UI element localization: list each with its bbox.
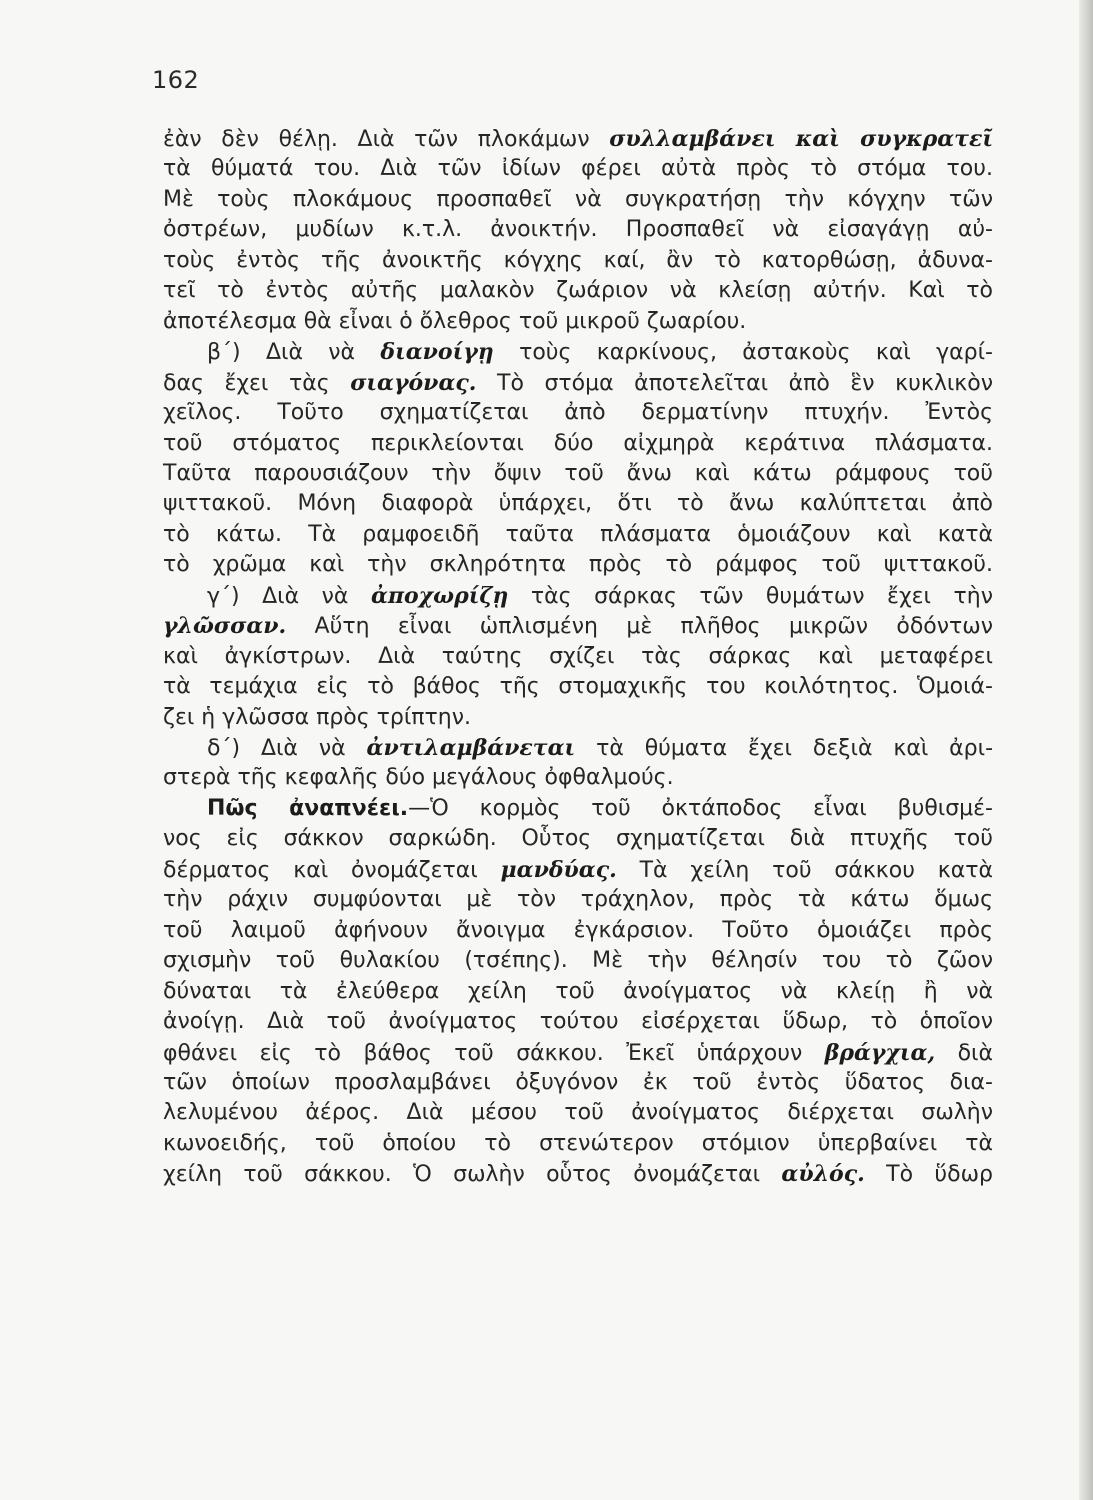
text-run: τὸ κάτω. Τὰ ραμφοειδῆ ταῦτα πλάσματα ὁμοιάζουν καὶ κατὰ xyxy=(163,521,993,547)
text-line xyxy=(207,335,993,369)
text-run: ζει ἡ γλῶσσα πρὸς τρίπτην. xyxy=(163,704,472,730)
text-line xyxy=(207,792,993,826)
text-run: Αὕτη εἶναι ὡπλισμένη μὲ πλῆθος μικρῶν ὀδόντων xyxy=(286,614,993,640)
text-run: Ταῦτα παρουσιάζουν τὴν ὄψιν τοῦ ἄνω καὶ κάτω ράμφους τοῦ xyxy=(163,460,993,486)
text-run: χεῖλος. Τοῦτο σχηματίζεται ἀπὸ δερματίνην πτυχήν. Ἐντὸς xyxy=(163,400,993,426)
text-line xyxy=(163,244,993,278)
emphasized-term: σιαγόνας. xyxy=(350,369,477,396)
text-run: φθάνει εἰς τὸ βάθος τοῦ σάκκου. Ἐκεῖ ὑπάρχουν xyxy=(163,1040,825,1066)
text-run: δέρματος καὶ ὀνομάζεται xyxy=(163,857,501,883)
text-run: ἐὰν δὲν θέλῃ. Διὰ τῶν πλοκάμων xyxy=(163,127,610,152)
text-run: Τὸ στόμα ἀποτελεῖται ἀπὸ ἓν κυκλικὸν xyxy=(476,370,994,396)
text-run: τὰ θύματα ἔχει δεξιὰ καὶ ἀρι- xyxy=(575,736,994,761)
text-run: τοῦ στόματος περικλείονται δύο αἰχμηρὰ κεράτινα πλάσματα. xyxy=(163,430,993,456)
emphasized-term: διανοίγῃ xyxy=(380,339,494,366)
text-run: τοὺς καρκίνους, ἀστακοὺς καὶ γαρί- xyxy=(493,340,993,366)
page-edge-shadow xyxy=(1079,0,1093,1500)
text-run: ὀστρέων, μυδίων κ.τ.λ. ἀνοικτήν. Προσπαθεῖ νὰ εἰσαγάγῃ αὐ- xyxy=(163,217,993,243)
text-run: λελυμένου ἀέρος. Διὰ μέσου τοῦ ἀνοίγματος διέρχεται σωλὴν xyxy=(163,1100,993,1126)
text-line xyxy=(163,122,993,156)
text-line xyxy=(163,366,993,400)
text-run: β΄) Διὰ νὰ xyxy=(207,340,381,366)
text-run: τὰ τεμάχια εἰς τὸ βάθος τῆς στομαχικῆς του κοιλότητος. Ὁμοιά- xyxy=(163,674,993,700)
section-heading: Πῶς ἀναπνέει. xyxy=(207,795,409,821)
text-line xyxy=(163,487,993,521)
text-line xyxy=(163,640,993,674)
text-run: καὶ ἀγκίστρων. Διὰ ταύτης σχίζει τὰς σάρκας καὶ μεταφέρει xyxy=(163,643,993,669)
emphasized-term: συλλαμβάνει καὶ συγκρατεῖ xyxy=(609,126,993,152)
emphasized-term: γλῶσσαν. xyxy=(163,613,287,640)
text-run: χείλη τοῦ σάκκου. Ὁ σωλὴν οὗτος ὀνομάζεται xyxy=(163,1162,782,1188)
text-run: ἀνοίγῃ. Διὰ τοῦ ἀνοίγματος τούτου εἰσέρχεται ὕδωρ, τὸ ὁποῖον xyxy=(163,1009,993,1035)
text-run: γ΄) Διὰ νὰ xyxy=(207,583,371,609)
text-line xyxy=(163,670,993,704)
text-run: διὰ xyxy=(935,1040,993,1066)
text-run: τῶν ὁποίων προσλαμβάνει ὀξυγόνον ἐκ τοῦ ἐντὸς ὕδατος δια- xyxy=(163,1069,993,1095)
text-line xyxy=(163,914,993,948)
text-run: τοῦ λαιμοῦ ἀφήνουν ἄνοιγμα ἐγκάρσιον. Τοῦτο ὁμοιάζει πρὸς xyxy=(163,917,993,943)
text-line xyxy=(163,457,993,491)
text-run: Μὲ τοὺς πλοκάμους προσπαθεῖ νὰ συγκρατήσῃ τὴν κόγχην τῶν xyxy=(163,186,993,212)
emphasized-term: ἀντιλαμβάνεται xyxy=(366,735,576,761)
page-number: 162 xyxy=(152,66,200,94)
text-line xyxy=(163,1036,993,1070)
emphasized-term: μανδύας. xyxy=(500,856,617,883)
text-line xyxy=(163,975,993,1009)
text-run: δ΄) Διὰ νὰ xyxy=(207,736,367,761)
text-run: νος εἰς σάκκον σαρκώδη. Οὗτος σχηματίζεται διὰ πτυχῆς τοῦ xyxy=(163,826,993,852)
text-run: Τὸ ὕδωρ xyxy=(864,1162,993,1188)
text-line xyxy=(163,701,993,735)
text-run: ἀποτέλεσμα θὰ εἶναι ὁ ὄλεθρος τοῦ μικροῦ ζωαρίου. xyxy=(163,308,747,334)
text-line xyxy=(163,1127,993,1161)
text-line xyxy=(163,1066,993,1100)
text-line xyxy=(163,305,993,339)
text-run: δύναται τὰ ἐλεύθερα χείλη τοῦ ἀνοίγματος νὰ κλείῃ ἢ νὰ xyxy=(163,978,993,1004)
text-line xyxy=(163,213,993,247)
text-run: ψιττακοῦ. Μόνη διαφορὰ ὑπάρχει, ὅτι τὸ ἄνω καλύπτεται ἀπὸ xyxy=(163,491,993,517)
text-run: τὰ θύματά του. Διὰ τῶν ἰδίων φέρει αὐτὰ πρὸς τὸ στόμα του. xyxy=(163,156,993,182)
text-run: τεῖ τὸ ἐντὸς αὐτῆς μαλακὸν ζωάριον νὰ κλείσῃ αὐτήν. Καὶ τὸ xyxy=(163,278,993,304)
emphasized-term: βράγχια, xyxy=(824,1039,936,1066)
text-line xyxy=(163,1096,993,1130)
text-run: τὰς σάρκας τῶν θυμάτων ἔχει τὴν xyxy=(508,583,993,609)
text-run: σχισμὴν τοῦ θυλακίου (τσέπης). Μὲ τὴν θέλησίν του τὸ ζῶον xyxy=(163,948,993,974)
text-run: —Ὁ κορμὸς τοῦ ὀκτάποδος εἶναι βυθισμέ- xyxy=(408,795,993,821)
text-line xyxy=(163,183,993,217)
text-line xyxy=(207,579,993,613)
emphasized-term: αὐλός. xyxy=(781,1161,865,1188)
text-line xyxy=(163,152,993,186)
text-line xyxy=(163,274,993,308)
text-line xyxy=(163,883,993,917)
text-line xyxy=(163,518,993,552)
emphasized-term: ἀποχωρίζῃ xyxy=(370,582,509,609)
text-line xyxy=(163,822,993,856)
text-line xyxy=(163,1157,993,1191)
text-run: τοὺς ἐντὸς τῆς ἀνοικτῆς κόγχης καί, ἂν τὸ κατορθώσῃ, ἀδυνα- xyxy=(163,247,993,273)
text-line xyxy=(163,396,993,430)
text-run: Τὰ χείλη τοῦ σάκκου κατὰ xyxy=(616,857,993,883)
text-run: τὸ χρῶμα καὶ τὴν σκληρότητα πρὸς τὸ ράμφος τοῦ ψιττακοῦ. xyxy=(163,552,993,578)
text-line xyxy=(207,731,993,765)
text-line xyxy=(163,853,993,887)
text-run: δας ἔχει τὰς xyxy=(163,370,351,396)
text-line xyxy=(163,548,993,582)
text-run: στερὰ τῆς κεφαλῆς δύο μεγάλους ὀφθαλμούς. xyxy=(163,765,674,791)
text-line xyxy=(163,944,993,978)
text-line xyxy=(163,609,993,643)
text-line xyxy=(163,1005,993,1039)
text-run: κωνοειδής, τοῦ ὁποίου τὸ στενώτερον στόμιον ὑπερβαίνει τὰ xyxy=(163,1130,993,1156)
text-run: τὴν ράχιν συμφύονται μὲ τὸν τράχηλον, πρὸς τὰ κάτω ὅμως xyxy=(163,887,993,913)
text-line xyxy=(163,427,993,461)
text-line xyxy=(163,761,993,795)
